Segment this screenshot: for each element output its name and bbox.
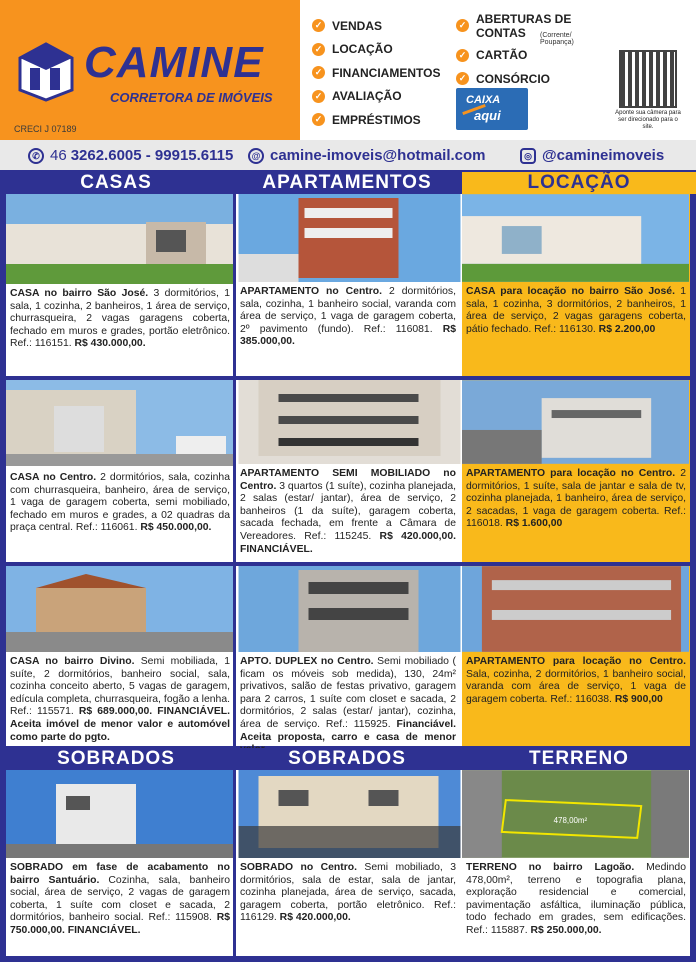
- building-photo: [236, 194, 463, 282]
- listing-desc: APARTAMENTO para locação no Centro. 2 dormitórios, 1 suíte, sala de jantar e sala de tv, cozinha planejada, 1 banheiro, área de serviço, 2 sacadas, 1 vaga de garagem coberta. Ref.: 116018. R$ 1.600,00: [466, 468, 686, 530]
- check-icon: ✓: [312, 43, 325, 56]
- section-terreno: TERRENO: [462, 748, 696, 770]
- building-photo: [462, 566, 689, 652]
- contact-bar: [0, 140, 696, 170]
- section-casas: CASAS: [0, 172, 232, 194]
- house-photo: [6, 380, 233, 466]
- qr-code[interactable]: [612, 50, 684, 134]
- house-logo-icon: [18, 42, 74, 102]
- listing-desc: APARTAMENTO para locação no Centro. Sala, cozinha, 2 dormitórios, 1 banheiro social, varanda com área de serviço, 1 vaga de garagem coberta. Ref.: 116038. R$ 900,00: [466, 656, 686, 705]
- listing-card[interactable]: [236, 566, 463, 746]
- building-photo: [462, 380, 689, 464]
- qr-code-icon: [619, 50, 677, 108]
- building-photo: [236, 566, 463, 652]
- listing-card[interactable]: [6, 194, 233, 376]
- house-photo: [236, 770, 463, 858]
- listing-desc: CASA no Centro. 2 dormitórios, sala, cozinha com churrasqueira, banheiro, área de serviço, 1 vaga de garagem coberta, semi mobiliado, fechado em muros e grades, a 02 quadras da praça central. Ref.: 116061. R$ 450.000,00.: [10, 472, 230, 534]
- service-item: ✓ CONSÓRCIO: [456, 67, 606, 91]
- service-item: ✓ EMPRÉSTIMOS: [312, 108, 452, 132]
- service-item: ✓ VENDAS: [312, 14, 452, 38]
- logo-panel: [0, 0, 300, 140]
- service-item: ✓ LOCAÇÃO: [312, 38, 452, 62]
- listing-card[interactable]: [6, 380, 233, 562]
- creci-number: CRECI J 07189: [14, 124, 77, 134]
- services-list-1: [312, 14, 452, 132]
- listing-card[interactable]: [6, 770, 233, 956]
- section-apartamentos: APARTAMENTOS: [236, 172, 458, 194]
- check-icon: ✓: [312, 113, 325, 126]
- listing-card[interactable]: [236, 194, 463, 376]
- section-sobrados-1: SOBRADOS: [0, 748, 232, 770]
- phone-contact[interactable]: ✆ 46 3262.6005 - 99915.6115: [28, 147, 233, 164]
- check-icon: ✓: [312, 66, 325, 79]
- listing-desc: APARTAMENTO no Centro. 2 dormitórios, sala, cozinha, 1 banheiro social, varanda com área de serviço, 1 vaga de garagem coberta, 2º pavimento (fundo). Ref.: 116081. R$ 385.000,00.: [240, 286, 456, 348]
- listing-card[interactable]: [236, 380, 463, 562]
- brand-name: CAMINE: [84, 38, 264, 87]
- listing-card[interactable]: [462, 770, 690, 956]
- email-icon: @: [248, 148, 264, 164]
- listing-desc: SOBRADO no Centro. Semi mobiliado, 3 dormitórios, sala de estar, sala de jantar, cozinha planejada, área de serviço, sacada, garagem coberta, portão eletrônico. Ref.: 116129. R$ 420.000,00.: [240, 862, 456, 924]
- building-photo: [236, 380, 463, 464]
- check-icon: ✓: [456, 49, 469, 62]
- service-item: ✓ AVALIAÇÃO: [312, 85, 452, 109]
- email-contact[interactable]: @ camine-imoveis@hotmail.com: [248, 147, 486, 164]
- caixa-aqui-logo: CAIXA aqui: [456, 88, 528, 130]
- instagram-contact[interactable]: ◎ @camineimoveis: [520, 147, 664, 164]
- header: [0, 0, 696, 140]
- listing-desc: TERRENO no bairro Lagoão. Medindo 478,00m², terreno e topografia plana, exploração residencial e comercial, pavimentação asfáltica, iluminação pública, todo fechado em grades, sem edificações. Ref.: 115887. R$ 250.000,00.: [466, 862, 686, 936]
- section-sobrados-2: SOBRADOS: [236, 748, 458, 770]
- brand-subtitle: CORRETORA DE IMÓVEIS: [110, 90, 273, 105]
- service-note: (Corrente/ Poupança): [540, 31, 574, 46]
- instagram-icon: ◎: [520, 148, 536, 164]
- check-icon: ✓: [456, 19, 469, 32]
- service-item: ✓ FINANCIAMENTOS: [312, 61, 452, 85]
- listing-desc: CASA para locação no bairro São José. 1 sala, 1 cozinha, 3 dormitórios, 2 banheiros, 1 área de serviço, 2 vagas garagens coberta, pátio fechado. Ref.: 116130. R$ 2.200,00: [466, 286, 686, 335]
- services-list-2: [456, 11, 606, 91]
- listing-desc: SOBRADO em fase de acabamento no bairro Santuário. Cozinha, sala, banheiro social, área de serviço, 2 vagas de garagem coberta, 1 suíte com closet e sacada, 2 dormitórios, banheiro social. Ref.: 115908. R$ 750.000,00. FINANCIÁVEL.: [10, 862, 231, 936]
- listing-card[interactable]: [462, 566, 690, 746]
- land-aerial-photo: [462, 770, 689, 858]
- service-item: ✓ CARTÃO: [456, 44, 606, 68]
- listing-card[interactable]: [462, 194, 690, 376]
- check-icon: ✓: [456, 72, 469, 85]
- qr-note: Aponte sua câmera para ser direcionado para o site.: [615, 110, 681, 130]
- listing-desc: APARTAMENTO SEMI MOBILIADO no Centro. 3 quartos (1 suíte), cozinha planejada, 2 salas (estar/ jantar), área de serviço, 2 banheiros (1 da suíte), garagem coberta, sacada fechada, em frente a Câmara de Vereadores. Ref.: 115245. R$ 420.000,00. FINANCIÁVEL.: [240, 468, 457, 555]
- listing-card[interactable]: [462, 380, 690, 562]
- listing-desc: CASA no bairro Divino. Semi mobiliada, 1 suíte, 2 dormitórios, banheiro social, sala, cozinha conceito aberto, 5 vagas de garagem, edícula completa, churrasqueira, fogão a lenha. Ref.: 115571. R$ 689.000,00. FINANCIÁVEL. Aceita imóvel de menor valor e automóvel como parte do pgto.: [10, 656, 230, 743]
- house-photo: [6, 770, 233, 858]
- house-photo: [462, 194, 689, 282]
- whatsapp-icon: ✆: [28, 148, 44, 164]
- listing-desc: CASA no bairro São José. 3 dormitórios, 1 sala, 1 cozinha, 2 banheiros, 1 área de serviço, churrasqueira, 2 vagas garagens coberta, fechado em muros e grades, portão eletrônico. Ref.: 116151. R$ 430.000,00.: [10, 288, 231, 350]
- house-photo: [6, 566, 233, 652]
- plot-area-label: 478,00m²: [553, 815, 588, 825]
- listing-card[interactable]: [236, 770, 463, 956]
- check-icon: ✓: [312, 19, 325, 32]
- listing-desc: APTO. DUPLEX no Centro. Semi mobiliado ( ficam os móveis sob medida), 130, 24m² privativos, salão de festas privativo, garagem para 2 carros, 1 suíte com closet e sacada, 2 dormitórios, 2 salas (estar/ jantar), cozinha, área de serviço. Ref.: 115925. Financiável. Aceita proposta, carro e casa de menor: [240, 656, 457, 743]
- check-icon: ✓: [312, 90, 325, 103]
- listing-card[interactable]: [6, 566, 233, 746]
- section-locacao: LOCAÇÃO: [462, 172, 696, 194]
- service-item: ✓ ABERTURAS DE CONTAS: [456, 14, 606, 38]
- house-photo: [6, 194, 233, 284]
